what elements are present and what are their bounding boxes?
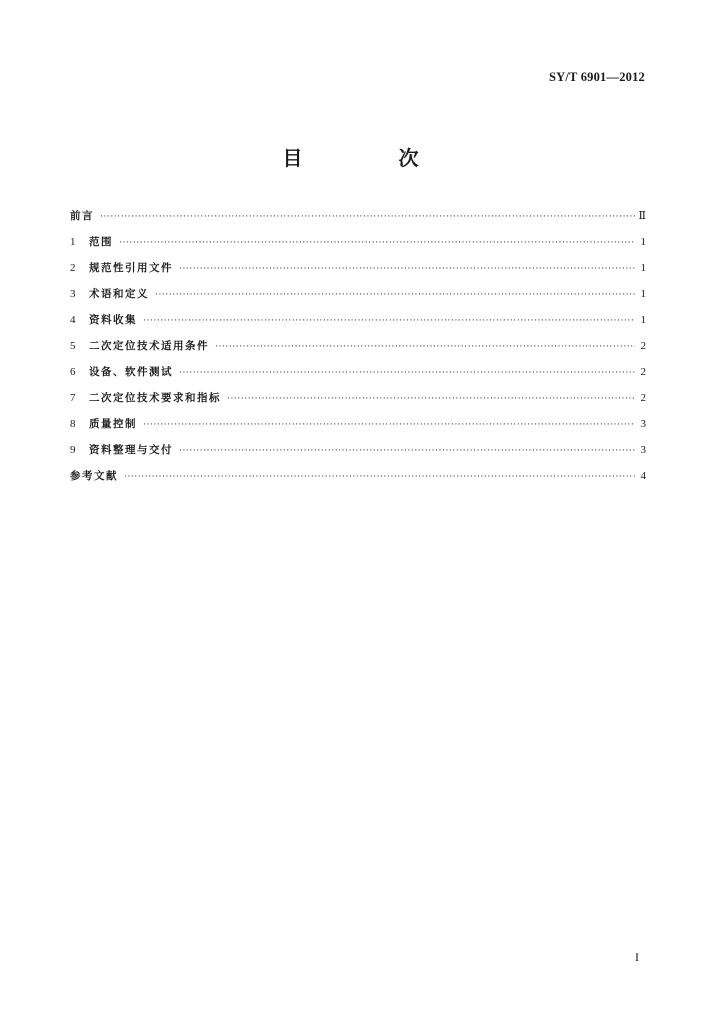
- toc-entry-page: 2: [640, 340, 646, 352]
- toc-title: 目 次: [282, 146, 457, 170]
- toc-entry-number: 4: [70, 314, 76, 326]
- toc-entry-number: 3: [70, 288, 76, 300]
- toc-entry-label: 参考文献: [70, 470, 118, 482]
- table-of-contents: [70, 203, 646, 489]
- toc-entry-page: 2: [640, 366, 646, 378]
- toc-entry-number: 5: [70, 340, 76, 352]
- toc-dot-leader: [155, 282, 635, 308]
- toc-entry-number: 8: [70, 418, 76, 430]
- toc-dot-leader: [143, 412, 635, 438]
- document-code: SY/T 6901—2012: [549, 70, 645, 84]
- toc-entry-label: 资料整理与交付: [89, 444, 173, 456]
- toc-entry-9[interactable]: [70, 437, 646, 463]
- toc-dot-leader: [119, 230, 635, 256]
- toc-entry-page: 1: [640, 314, 646, 326]
- toc-entry-label: 术语和定义: [89, 288, 149, 300]
- toc-entry-number: 9: [70, 444, 76, 456]
- toc-entry-2[interactable]: [70, 255, 646, 281]
- toc-entry-page: 3: [640, 444, 646, 456]
- toc-entry-page: 1: [640, 288, 646, 300]
- toc-entry-number: 6: [70, 366, 76, 378]
- toc-entry-3[interactable]: [70, 281, 646, 307]
- toc-entry-label: 设备、软件测试: [89, 366, 173, 378]
- toc-dot-leader: [179, 438, 635, 464]
- toc-entry-4[interactable]: [70, 307, 646, 333]
- toc-entry-label: 范围: [89, 236, 113, 248]
- toc-dot-leader: [179, 360, 635, 386]
- toc-entry-label: 规范性引用文件: [89, 262, 173, 274]
- toc-entry-5[interactable]: [70, 333, 646, 359]
- toc-entry-label: 二次定位技术适用条件: [89, 340, 209, 352]
- toc-entry-page: 2: [640, 392, 646, 404]
- toc-dot-leader: [124, 464, 635, 490]
- toc-dot-leader: [227, 386, 635, 412]
- toc-entry-page: 1: [640, 236, 646, 248]
- toc-entry-number: 2: [70, 262, 76, 274]
- toc-entry-preface[interactable]: [70, 203, 646, 229]
- page-number: I: [635, 950, 639, 964]
- toc-entry-label: 质量控制: [89, 418, 137, 430]
- toc-entry-page: Ⅱ: [638, 210, 646, 222]
- toc-entry-8[interactable]: [70, 411, 646, 437]
- toc-dot-leader: [179, 256, 635, 282]
- toc-dot-leader: [100, 204, 635, 230]
- toc-entry-number: 7: [70, 392, 76, 404]
- toc-entry-label: 资料收集: [89, 314, 137, 326]
- toc-dot-leader: [143, 308, 635, 334]
- toc-entry-number: 1: [70, 236, 76, 248]
- toc-entry-page: 3: [640, 418, 646, 430]
- toc-entry-page: 4: [640, 470, 646, 482]
- toc-dot-leader: [215, 334, 635, 360]
- toc-entry-1[interactable]: [70, 229, 646, 255]
- toc-entry-6[interactable]: [70, 359, 646, 385]
- toc-entry-label: 二次定位技术要求和指标: [89, 392, 221, 404]
- toc-entry-7[interactable]: [70, 385, 646, 411]
- toc-entry-page: 1: [640, 262, 646, 274]
- toc-entry-label: 前言: [70, 210, 94, 222]
- toc-entry-references[interactable]: [70, 463, 646, 489]
